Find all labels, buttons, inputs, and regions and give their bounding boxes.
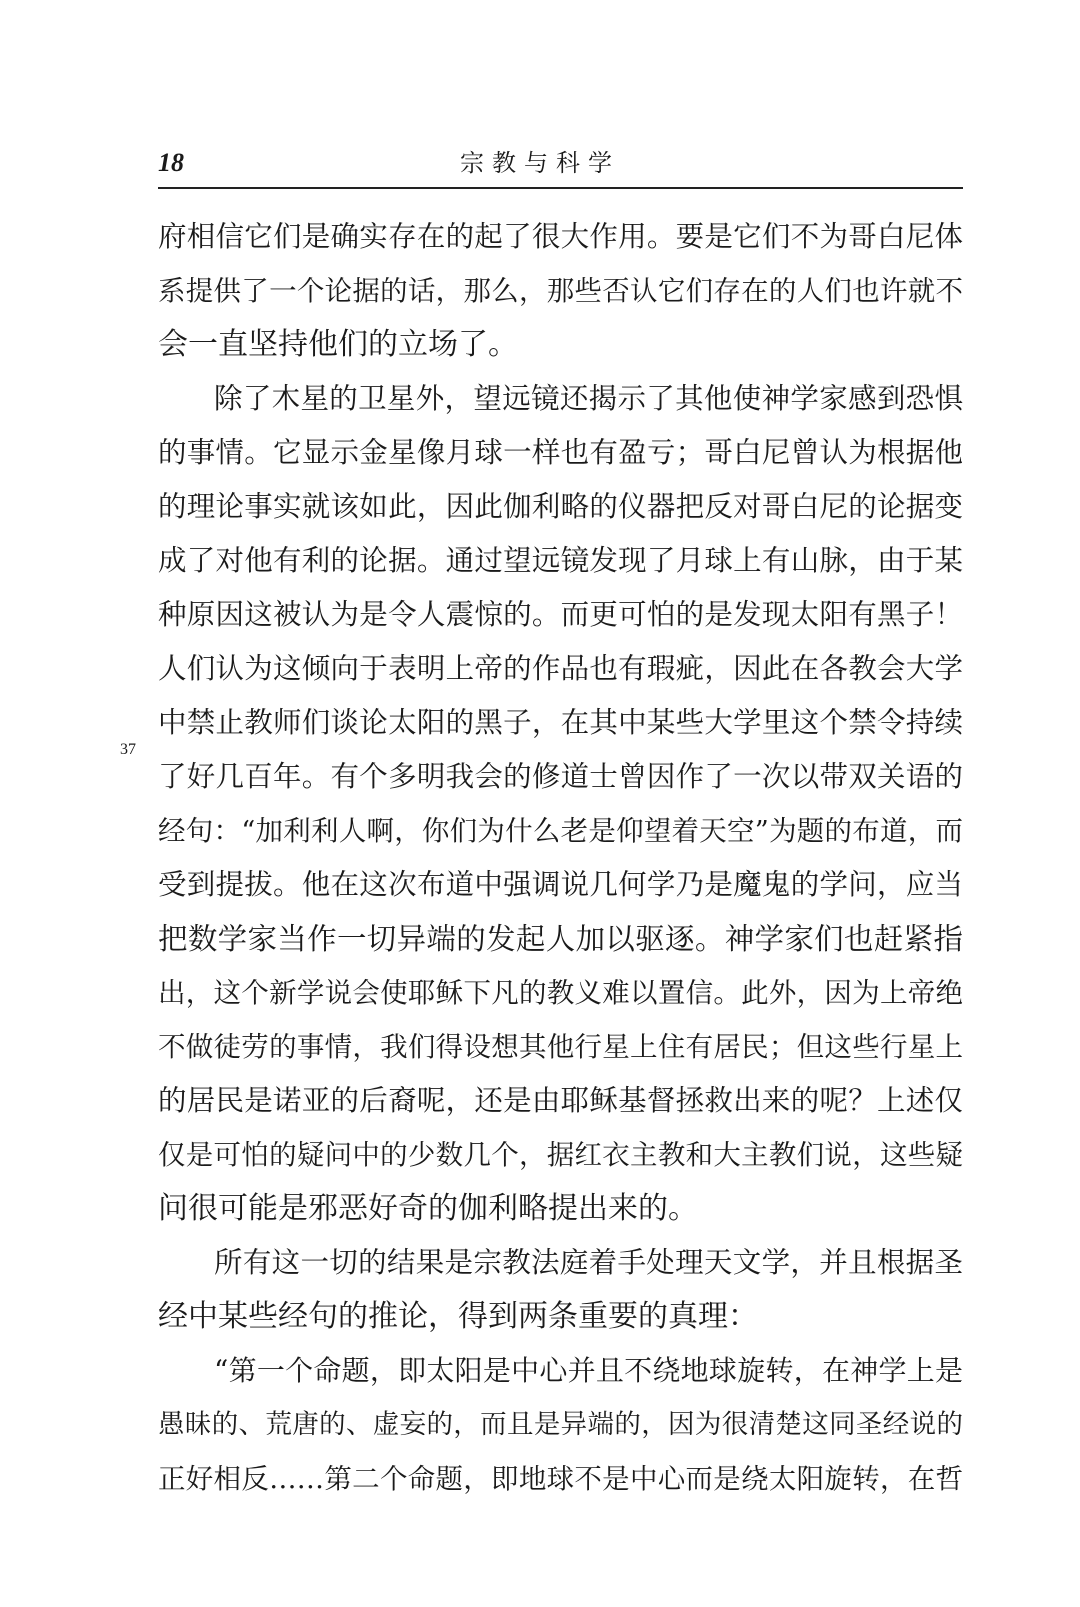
text-line-20: 所有这一切的结果是宗教法庭着手处理天文学，并且根据圣 bbox=[214, 1246, 963, 1279]
text-line-15: 出，这个新学说会使耶稣下凡的教义难以置信。此外，因为上帝绝 bbox=[158, 977, 963, 1009]
text-line-21: 经中某些经句的推论，得到两条重要的真理： bbox=[158, 1299, 758, 1334]
text-line-9: 人们认为这倾向于表明上帝的作品也有瑕疵，因此在各教会大学 bbox=[158, 652, 963, 685]
text-line-16: 不做徒劳的事情，我们得设想其他行星上住有居民；但这些行星上 bbox=[158, 1031, 963, 1063]
header-rule bbox=[158, 187, 963, 189]
text-line-11: 了好几百年。有个多明我会的修道士曾因作了一次以带双关语的 bbox=[158, 760, 963, 793]
text-line-22: “第一个命题，即太阳是中心并且不绕地球旋转，在神学上是 bbox=[214, 1354, 963, 1387]
text-line-24: 正好相反……第二个命题，即地球不是中心而是绕太阳旋转，在哲 bbox=[158, 1463, 963, 1495]
text-line-19: 问很可能是邪恶好奇的伽利略提出来的。 bbox=[158, 1191, 698, 1226]
text-line-3: 会一直坚持他们的立场了。 bbox=[158, 327, 518, 362]
text-line-8: 种原因这被认为是令人震惊的。而更可怕的是发现太阳有黑子！ bbox=[158, 598, 963, 631]
text-line-23: 愚昧的、荒唐的、虚妄的，而且是异端的，因为很清楚这同圣经说的 bbox=[158, 1409, 963, 1440]
text-line-5: 的事情。它显示金星像月球一样也有盈亏；哥白尼曾认为根据他 bbox=[158, 436, 963, 469]
text-line-4: 除了木星的卫星外，望远镜还揭示了其他使神学家感到恐惧 bbox=[214, 382, 963, 415]
text-line-18: 仅是可怕的疑问中的少数几个，据红衣主教和大主教们说，这些疑 bbox=[158, 1139, 963, 1171]
text-line-14: 把数学家当作一切异端的发起人加以驱逐。神学家们也赶紧指 bbox=[158, 922, 963, 956]
text-line-2: 系提供了一个论据的话，那么，那些否认它们存在的人们也许就不 bbox=[158, 275, 963, 307]
margin-page-reference: 37 bbox=[120, 741, 136, 758]
text-line-10: 中禁止教师们谈论太阳的黑子，在其中某些大学里这个禁令持续 bbox=[158, 706, 963, 739]
text-line-17: 的居民是诺亚的后裔呢，还是由耶稣基督拯救出来的呢？上述仅 bbox=[158, 1084, 963, 1117]
page-number: 18 bbox=[158, 148, 184, 177]
text-line-7: 成了对他有利的论据。通过望远镜发现了月球上有山脉，由于某 bbox=[158, 544, 963, 577]
body-text bbox=[158, 210, 963, 1506]
running-title: 宗教与科学 bbox=[460, 149, 620, 177]
text-line-1: 府相信它们是确实存在的起了很大作用。要是它们不为哥白尼体 bbox=[158, 220, 963, 253]
text-line-13: 受到提拔。他在这次布道中强调说几何学乃是魔鬼的学问，应当 bbox=[158, 868, 963, 901]
text-line-6: 的理论事实就该如此，因此伽利略的仪器把反对哥白尼的论据变 bbox=[158, 490, 963, 523]
text-line-12: 经句：“加利利人啊，你们为什么老是仰望着天空”为题的布道，而 bbox=[158, 815, 963, 847]
